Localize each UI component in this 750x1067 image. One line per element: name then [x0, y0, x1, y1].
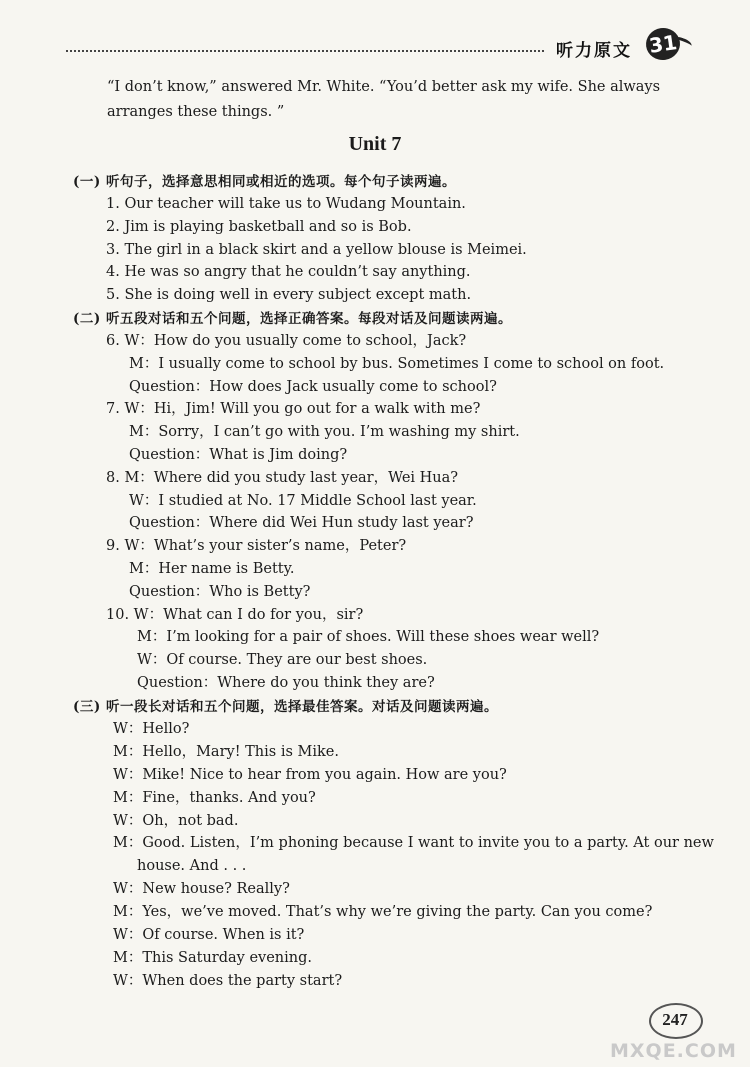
dialog-8-question: Question：Where did Wei Hun study last year? [129, 515, 474, 531]
list-item: 3. The girl in a black skirt and a yellow blouse is Meimei. [106, 242, 527, 258]
dotted-rule [66, 50, 544, 52]
dialog-line: W：Of course. When is it? [113, 927, 305, 943]
dialog-line: M：Yes，we’ve moved. That’s why we’re giving the party. Can you come? [113, 904, 653, 920]
header-title: 听力原文 [556, 41, 632, 61]
dialog-line: W：Mike! Nice to hear from you again. How are you? [113, 767, 507, 783]
dialog-10-line-3: W：Of course. They are our best shoes. [137, 652, 428, 668]
dialog-9-line-2: M：Her name is Betty. [129, 561, 295, 577]
dialog-line-continued: house. And . . . [137, 858, 247, 874]
dialog-10-line-1: 10. W：What can I do for you，sir? [106, 607, 364, 623]
section1-heading: (一) 听句子，选择意思相同或相近的选项。每个句子读两遍。 [73, 174, 456, 190]
list-item: 5. She is doing well in every subject except math. [106, 287, 472, 303]
dialog-9-line-1: 9. W：What’s your sister’s name，Peter? [106, 538, 407, 554]
dialog-6-question: Question：How does Jack usually come to school? [129, 379, 497, 395]
dialog-8-line-1: 8. M：Where did you study last year，Wei Hua? [106, 470, 459, 486]
dialog-line: M：Hello，Mary! This is Mike. [113, 744, 339, 760]
dialog-9-question: Question：Who is Betty? [129, 584, 311, 600]
page-number: 247 [655, 1005, 695, 1035]
dialog-6-line-1: 6. W：How do you usually come to school，Jack? [106, 333, 467, 349]
watermark: MXQE.COM [610, 1040, 737, 1062]
dialog-line: W：Hello? [113, 721, 190, 737]
dialog-7-line-1: 7. W：Hi，Jim! Will you go out for a walk with me? [106, 401, 481, 417]
intro-line-1: “I don’t know,” answered Mr. White. “You’d better ask my wife. She always [107, 79, 661, 95]
dialog-line: W：Oh，not bad. [113, 813, 239, 829]
intro-line-2: arranges these things. ” [107, 104, 285, 120]
dialog-line: M：Good. Listen，I’m phoning because I want to invite you to a party. At our new [113, 835, 714, 851]
dialog-line: M：Fine，thanks. And you? [113, 790, 316, 806]
dialog-7-question: Question：What is Jim doing? [129, 447, 348, 463]
page-header [66, 28, 686, 68]
dialog-7-line-2: M：Sorry，I can’t go with you. I’m washing my shirt. [129, 424, 520, 440]
dialog-line: M：This Saturday evening. [113, 950, 313, 966]
dialog-10-line-2: M：I’m looking for a pair of shoes. Will these shoes wear well? [137, 629, 600, 645]
list-item: 1. Our teacher will take us to Wudang Mountain. [106, 196, 466, 212]
list-item: 4. He was so angry that he couldn’t say anything. [106, 264, 471, 280]
dialog-line: W：New house? Really? [113, 881, 290, 897]
unit-title: Unit 7 [348, 133, 402, 155]
chapter-badge: 31 [644, 26, 682, 62]
dialog-10-question: Question：Where do you think they are? [137, 675, 435, 691]
dialog-6-line-2: M：I usually come to school by bus. Sometimes I come to school on foot. [129, 356, 665, 372]
list-item: 2. Jim is playing basketball and so is Bob. [106, 219, 412, 235]
dialog-line: W：When does the party start? [113, 973, 343, 989]
section3-heading: (三) 听一段长对话和五个问题，选择最佳答案。对话及问题读两遍。 [73, 699, 498, 715]
section2-heading: (二) 听五段对话和五个问题，选择正确答案。每段对话及问题读两遍。 [73, 311, 512, 327]
dialog-8-line-2: W：I studied at No. 17 Middle School last year. [129, 493, 477, 509]
